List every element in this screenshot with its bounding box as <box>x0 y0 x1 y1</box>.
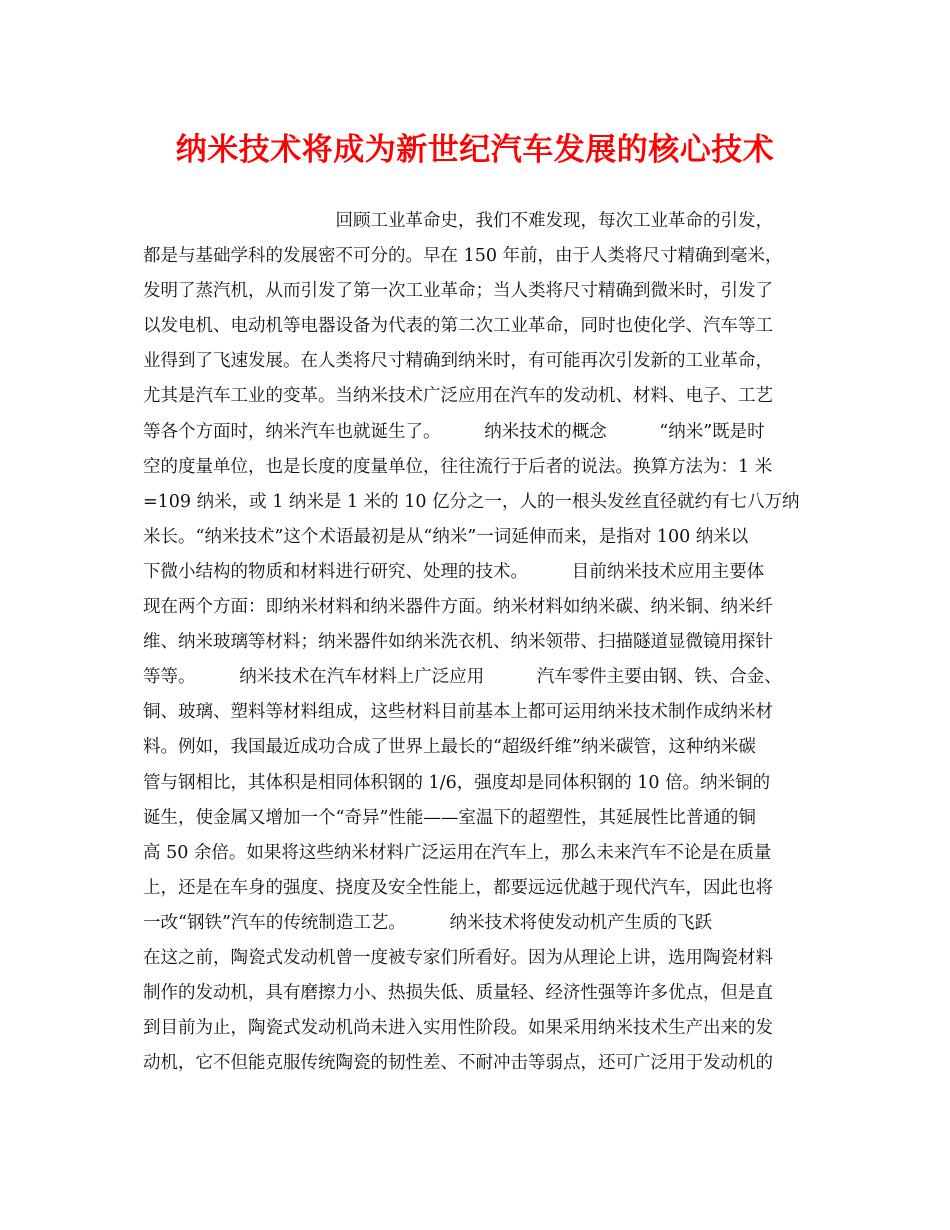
text-line: 等各个方面时，纳米汽车也就诞生了。 纳米技术的概念 “纳米”既是时 <box>143 421 765 442</box>
text-line: 现在两个方面：即纳米材料和纳米器件方面。纳米材料如纳米碳、纳米铜、纳米纤 <box>143 597 773 618</box>
text-line: 发明了蒸汽机，从而引发了第一次工业革命；当人类将尺寸精确到微米时，引发了 <box>143 281 773 302</box>
text-line: 制作的发动机，具有磨擦力小、热损失低、质量轻、经济性强等许多优点，但是直 <box>143 983 773 1004</box>
text-line: 以发电机、电动机等电器设备为代表的第二次工业革命，同时也使化学、汽车等工 <box>143 316 773 337</box>
text-line: 维、纳米玻璃等材料；纳米器件如纳米洗衣机、纳米领带、扫描隧道显微镜用探针 <box>143 632 773 653</box>
text-line: 到目前为止，陶瓷式发动机尚未进入实用性阶段。如果采用纳米技术生产出来的发 <box>143 1018 773 1039</box>
text-line: 料。例如，我国最近成功合成了世界上最长的“超级纤维”纳米碳管，这种纳米碳 <box>143 737 756 758</box>
article-body <box>143 204 813 1081</box>
text-line: 一改“钢铁”汽车的传统制造工艺。 纳米技术将使发动机产生质的飞跃 <box>143 912 713 933</box>
text-line: 都是与基础学科的发展密不可分的。早在 150 年前，由于人类将尺寸精确到毫米， <box>143 246 783 267</box>
text-line: 尤其是汽车工业的变革。当纳米技术广泛应用在汽车的发动机、材料、电子、工艺 <box>143 386 773 407</box>
text-line: 诞生，使金属又增加一个“奇异”性能——室温下的超塑性，其延展性比普通的铜 <box>143 807 756 828</box>
text-line: 下微小结构的物质和材料进行研究、处理的技术。 目前纳米技术应用主要体 <box>143 561 765 582</box>
text-line: 空的度量单位，也是长度的度量单位，往往流行于后者的说法。换算方法为：1 米 <box>143 456 773 477</box>
text-line: 米长。“纳米技术”这个术语最初是从“纳米”一词延伸而来，是指对 100 纳米以 <box>143 526 749 547</box>
text-line: 动机，它不但能克服传统陶瓷的韧性差、不耐冲击等弱点，还可广泛用于发动机的 <box>143 1053 773 1074</box>
text-line: 回顾工业革命史，我们不难发现，每次工业革命的引发， <box>143 211 773 231</box>
text-line: 高 50 余倍。如果将这些纳米材料广泛运用在汽车上，那么未来汽车不论是在质量 <box>143 842 772 863</box>
text-line: 在这之前，陶瓷式发动机曾一度被专家们所看好。因为从理论上讲，选用陶瓷材料 <box>143 947 773 968</box>
text-line: 上，还是在车身的强度、挠度及安全性能上，都要远远优越于现代汽车，因此也将 <box>143 877 773 898</box>
document-title: 纳米技术将成为新世纪汽车发展的核心技术 <box>175 132 775 168</box>
text-line: 管与钢相比，其体积是相同体积钢的 1/6，强度却是同体积钢的 10 倍。纳米铜的 <box>143 772 771 793</box>
text-line: 铜、玻璃、塑料等材料组成，这些材料目前基本上都可运用纳米技术制作成纳米材 <box>143 702 773 723</box>
text-line: 业得到了飞速发展。在人类将尺寸精确到纳米时，有可能再次引发新的工业革命， <box>143 351 773 372</box>
text-line: =109 纳米，或 1 纳米是 1 米的 10 亿分之一，人的一根头发丝直径就约有七八万纳 <box>143 491 800 512</box>
text-line: 等等。 纳米技术在汽车材料上广泛应用 汽车零件主要由钢、铁、合金、 <box>143 667 782 688</box>
